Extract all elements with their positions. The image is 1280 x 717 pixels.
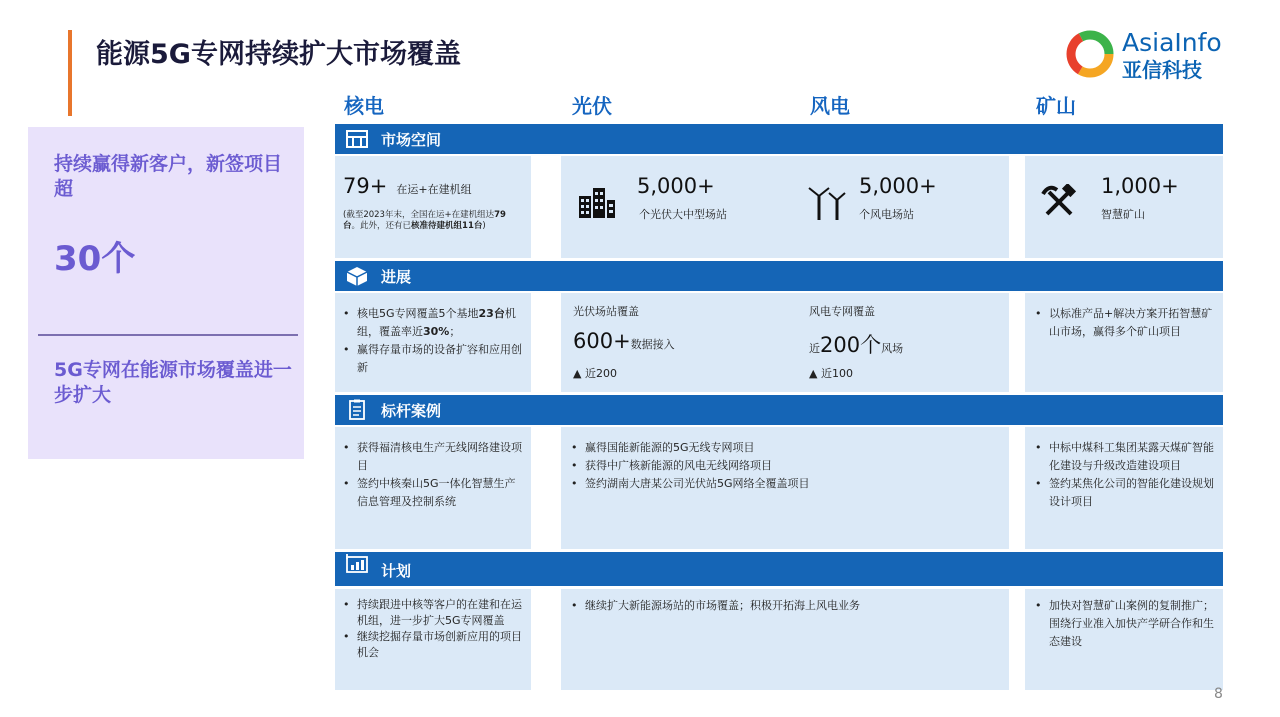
hammer-pick-icon [1041, 184, 1077, 218]
list-item: • 获得中广核新能源的风电无线网络项目 [567, 457, 1003, 475]
progress-mine-list [1031, 305, 1217, 341]
box-icon [345, 265, 369, 287]
chart-board-icon [345, 553, 369, 575]
wind-turbine-icon [807, 180, 847, 220]
title-accent-bar [68, 30, 72, 116]
market-solar-unit: 个光伏大中型场站 [639, 208, 727, 221]
cases-mine-list [1031, 439, 1217, 511]
logo-text-cn: 亚信科技 [1122, 58, 1202, 82]
progress-solar-label: 光伏场站覆盖 [573, 305, 639, 318]
summary-panel [28, 127, 304, 459]
asiainfo-logo [1064, 24, 1234, 84]
plan-nuclear-list [339, 597, 525, 661]
page-title: 能源5G专网持续扩大市场覆盖 [96, 39, 461, 70]
progress-cell-mine [1025, 293, 1223, 392]
list-item: • 加快对智慧矿山案例的复制推广；围绕行业准入加快产学研合作和生态建设 [1031, 597, 1217, 651]
market-nuclear-value: 79+ [343, 174, 388, 198]
progress-nuclear-list [339, 305, 525, 377]
progress-cell-nuclear [335, 293, 531, 392]
column-header-nuclear: 核电 [344, 94, 384, 118]
section-band-progress [335, 261, 1223, 291]
section-label-cases: 标杆案例 [381, 402, 442, 420]
section-label-market: 市场空间 [381, 131, 442, 149]
market-wind-value: 5,000+ [859, 174, 937, 198]
cases-middle-list [567, 439, 1003, 493]
market-cell-middle [561, 156, 1009, 258]
list-item: • 获得福清核电生产无线网络建设项目 [339, 439, 525, 475]
progress-solar-figure: 600+数据接入 [573, 329, 675, 353]
summary-text: 持续赢得新客户，新签项目超 [54, 153, 283, 200]
list-item: • 继续扩大新能源场站的市场覆盖；积极开拓海上风电业务 [567, 597, 1003, 615]
document-icon [345, 399, 369, 421]
cases-cell-middle [561, 427, 1009, 549]
progress-solar-delta: ▲ 近200 [573, 367, 617, 380]
section-band-plan [335, 552, 1223, 586]
progress-wind-delta: ▲ 近100 [809, 367, 853, 380]
page-number: 8 [1214, 686, 1223, 702]
cases-cell-nuclear [335, 427, 531, 549]
column-header-wind: 风电 [810, 94, 850, 118]
section-label-plan: 计划 [381, 562, 412, 580]
progress-cell-middle [561, 293, 1009, 392]
progress-wind-label: 风电专网覆盖 [809, 305, 875, 318]
logo-mark-icon [1064, 28, 1116, 80]
list-item: • 持续跟进中核等客户的在建和在运机组，进一步扩大5G专网覆盖 [339, 597, 525, 629]
section-label-progress: 进展 [381, 268, 412, 286]
market-cell-mine [1025, 156, 1223, 258]
market-mine-value: 1,000+ [1101, 174, 1179, 198]
section-band-cases [335, 395, 1223, 425]
plan-mine-list [1031, 597, 1217, 651]
plan-cell-nuclear [335, 589, 531, 690]
plan-cell-middle [561, 589, 1009, 690]
market-cell-nuclear [335, 156, 531, 258]
list-item: • 签约湖南大唐某公司光伏站5G网络全覆盖项目 [567, 475, 1003, 493]
logo-text-en: AsiaInfo [1122, 28, 1222, 57]
summary-number: 30个 [54, 239, 136, 279]
list-item: • 中标中煤科工集团某露天煤矿智能化建设与升级改造建设项目 [1031, 439, 1217, 475]
list-item: • 以标准产品+解决方案开拓智慧矿山市场，赢得多个矿山项目 [1031, 305, 1217, 341]
list-item: • 赢得国能新能源的5G无线专网项目 [567, 439, 1003, 457]
cases-cell-mine [1025, 427, 1223, 549]
solar-building-icon [577, 184, 617, 218]
plan-middle-list [567, 597, 1003, 615]
progress-wind-figure: 近200个风场 [809, 333, 904, 357]
section-band-market [335, 124, 1223, 154]
cases-nuclear-list [339, 439, 525, 511]
market-nuclear-unit: 在运+在建机组 [396, 183, 472, 196]
list-item: • 赢得存量市场的设备扩容和应用创新 [339, 341, 525, 377]
column-header-solar: 光伏 [572, 94, 612, 118]
market-solar-value: 5,000+ [637, 174, 715, 198]
list-item: • 签约中核秦山5G一体化智慧生产信息管理及控制系统 [339, 475, 525, 511]
market-mine-unit: 智慧矿山 [1101, 208, 1145, 221]
market-wind-unit: 个风电场站 [859, 208, 914, 221]
summary-conclusion: 5G专网在能源市场覆盖进一步扩大 [54, 359, 292, 406]
plan-cell-mine [1025, 589, 1223, 690]
list-item: • 继续挖掘存量市场创新应用的项目机会 [339, 629, 525, 661]
column-header-mine: 矿山 [1036, 94, 1076, 118]
building-icon [345, 128, 369, 150]
summary-divider [38, 334, 298, 336]
list-item: • 核电5G专网覆盖5个基地23台机组，覆盖率近30%； [339, 305, 525, 341]
market-nuclear-note: (截至2023年末，全国在运+在建机组达79台。此外，还有已核准待建机组11台) [343, 210, 506, 231]
list-item: • 签约某焦化公司的智能化建设规划设计项目 [1031, 475, 1217, 511]
